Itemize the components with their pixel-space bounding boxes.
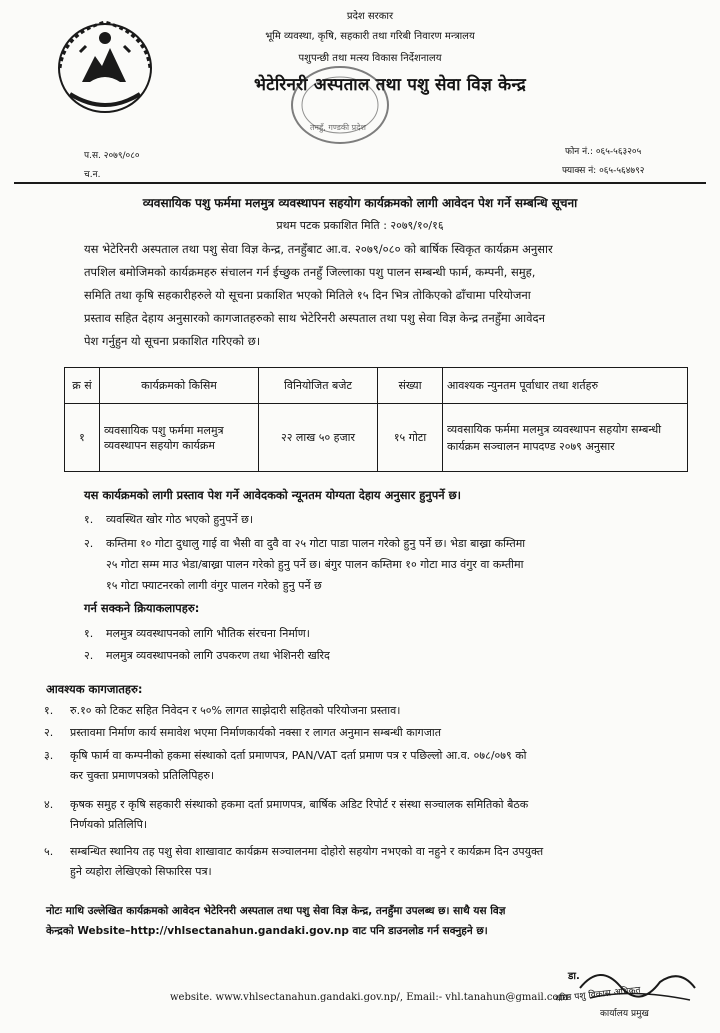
documents-heading: आवश्यक कागजातहरु: bbox=[46, 682, 143, 696]
list-number: ३. bbox=[44, 749, 54, 762]
ps-number: प.स. २०७९/०८० bbox=[84, 151, 140, 161]
list-text: कृषि फार्म वा कम्पनीको हकमा संस्थाको दर्ता प्रमाणपत्र, PAN/VAT दर्ता प्रमाण पत्र र पछिल्लो आ.व. ०७८/०७९ को bbox=[70, 749, 527, 762]
list-text: निर्णयको प्रतिलिपि। bbox=[70, 818, 148, 831]
signatory-title: वरिष्ठ पशु विकास अधिकृत bbox=[554, 985, 642, 1005]
table-header: विनियोजित बजेट bbox=[259, 368, 378, 404]
para-line-2: तपशिल बमोजिमको कार्यक्रमहरु संचालन गर्न ईच्छुक तनहुँ जिल्लाका पशु पालन सम्बन्धी फार्म, कम्पनी, समुह, bbox=[84, 265, 536, 279]
document-item-3 bbox=[44, 746, 694, 786]
list-number: २. bbox=[84, 537, 94, 550]
note-line-1: नोटः माथि उल्लेखित कार्यक्रमको आवेदन भेटेरिनरी अस्पताल तथा पशु सेवा विज्ञ केन्द्र, तनहुँमा उपलब्ध छ। साथै यस विज्ञ bbox=[46, 905, 506, 917]
footer-contact: website. www.vhlsectanahun.gandaki.gov.np/, Email:- vhl.tanahun@gmail.com bbox=[170, 992, 568, 1003]
fax-number: फ्याक्स नं: ०६५-५६४७९२ bbox=[562, 166, 645, 176]
table-header: क्र सं bbox=[65, 368, 100, 404]
table-row bbox=[65, 404, 688, 472]
list-text: प्रस्तावमा निर्माण कार्य समावेश भएमा निर्माणकार्यको नक्सा र लागत अनुमान सम्बन्धी कागजात bbox=[70, 726, 442, 739]
table-cell-count: १५ गोटा bbox=[378, 404, 443, 472]
document-item-4 bbox=[44, 795, 694, 835]
activities-heading: गर्न सक्कने क्रियाकलापहरु: bbox=[84, 601, 200, 615]
list-text: कम्तिमा १० गोटा दुधालु गाई वा भैसी वा दुवै वा २५ गोटा पाडा पालन गरेको हुनु पर्ने छ। भेडा बाख्रा कम्तिमा bbox=[106, 537, 526, 550]
chalani-number: च.न. bbox=[84, 170, 101, 180]
document-item-2 bbox=[44, 724, 684, 742]
document-item-5 bbox=[44, 842, 694, 882]
list-number: ५. bbox=[44, 845, 54, 858]
eligibility-item-1 bbox=[84, 511, 694, 529]
nepal-emblem-icon bbox=[50, 12, 160, 120]
note-line-2: केन्द्रको Website–http://vhlsectanahun.gandaki.gov.np वाट पनि डाउनलोड गर्न सक्नुहने छ। bbox=[46, 925, 488, 937]
signatory-name: डा. bbox=[568, 971, 580, 982]
table-cell-program: व्यवसायिक पशु फर्ममा मलमुत्र व्यवस्थापन सहयोग कार्यक्रम bbox=[100, 404, 259, 472]
notice-title: व्यवसायिक पशु फर्ममा मलमुत्र व्यवस्थापन सहयोग कार्यक्रमको लागी आवेदन पेश गर्ने सम्बन्धि सूचना bbox=[142, 196, 578, 210]
document-item-1 bbox=[44, 702, 684, 720]
header-line-1: प्रदेश सरकार bbox=[346, 11, 394, 22]
list-number: २. bbox=[44, 726, 54, 739]
table-header: संख्या bbox=[378, 368, 443, 404]
table-header: आवश्यक न्युनतम पूर्वाधार तथा शर्तहरु bbox=[443, 368, 688, 404]
phone-number: फोन नं.: ०६५-५६३२०५ bbox=[565, 147, 642, 157]
list-text: कर चुक्ता प्रमाणपत्रको प्रतिलिपिहरु। bbox=[70, 769, 215, 782]
list-text: कृषक समुह र कृषि सहकारी संस्थाको हकमा दर्ता प्रमाणपत्र, बार्षिक अडिट रिपोर्ट र संस्था सञ्चालक समितिको बैठक bbox=[70, 798, 529, 811]
list-text: हुने व्यहोरा लेखिएको सिफारिस पत्र। bbox=[70, 865, 212, 878]
list-text: व्यवस्थित खोर गोठ भएको हुनुपर्ने छ। bbox=[106, 513, 254, 526]
list-text: २५ गोटा सम्म माउ भेडा/बाख्रा पालन गरेको हुनु पर्ने छ। बंगुर पालन कम्तिमा १० गोटा माउ वंगुर वा कम्तीमा bbox=[106, 558, 524, 571]
stamp-address: तनहुँ, गण्डकी प्रदेश bbox=[310, 123, 366, 132]
office-stamp-icon bbox=[285, 60, 395, 150]
table-cell-sn: १ bbox=[65, 404, 100, 472]
activity-item-2 bbox=[84, 647, 330, 665]
para-line-4: प्रस्ताव सहित देहाय अनुसारको कागजातहरुको साथ भेटेरिनरी अस्पताल तथा पशु सेवा विज्ञ केन्द्र तनहुँमा आवेदन bbox=[84, 311, 545, 325]
notice-paragraph bbox=[84, 238, 690, 353]
para-line-3: समिति तथा कृषि सहकारीहरुले यो सूचना प्रकाशित भएको मितिले १५ दिन भित्र तोकिएको ढाँचामा परियोजना bbox=[84, 288, 531, 302]
list-text: रु.१० को टिकट सहित निवेदन र ५०% लागत साझेदारी सहितको परियोजना प्रस्ताव। bbox=[70, 704, 401, 717]
table-header-row bbox=[65, 368, 688, 404]
list-text: सम्बन्धित स्थानिय तह पशु सेवा शाखावाट कार्यक्रम सञ्चालनमा दोहोरो सहयोग नभएको वा नहुने र कार्यक्रम दिन उपयुक्त bbox=[70, 845, 544, 858]
header-line-2: भूमि व्यवस्था, कृषि, सहकारी तथा गरिबी निवारण मन्त्रालय bbox=[265, 31, 475, 42]
program-table bbox=[64, 367, 688, 472]
eligibility-heading: यस कार्यक्रमको लागी प्रस्ताव पेश गर्ने आवेदकको न्यूनतम योग्यता देहाय अनुसार हुनुपर्ने छ। bbox=[84, 488, 462, 502]
header-divider bbox=[14, 182, 706, 184]
office-name: भेटेरिनरी अस्पताल तथा पशु सेवा विज्ञ केन्द्र bbox=[253, 75, 527, 95]
list-number: ४. bbox=[44, 798, 54, 811]
para-line-5: पेश गर्नुहुन यो सूचना प्रकाशित गरिएको छ। bbox=[84, 334, 261, 348]
activity-item-1 bbox=[84, 625, 310, 643]
para-line-1: यस भेटेरिनरी अस्पताल तथा पशु सेवा विज्ञ केन्द्र, तनहुँबाट आ.व. २०७९/०८० को बार्षिक स्विकृत कार्यक्रम अनुसार bbox=[84, 242, 553, 256]
table-cell-budget: २२ लाख ५० हजार bbox=[259, 404, 378, 472]
list-number: १. bbox=[84, 627, 94, 640]
signatory-role: कार्यालय प्रमुख bbox=[600, 1009, 649, 1019]
list-number: १. bbox=[84, 513, 94, 526]
header-line-3: पशुपन्छी तथा मत्स्य विकास निर्देशनालय bbox=[298, 53, 442, 64]
table-header: कार्यक्रमको किसिम bbox=[100, 368, 259, 404]
list-number: १. bbox=[44, 704, 54, 717]
list-text: मलमुत्र व्यवस्थापनको लागि भौतिक संरचना निर्माण। bbox=[106, 627, 310, 640]
list-number: २. bbox=[84, 649, 94, 662]
table-cell-conditions: व्यवसायिक फर्ममा मलमुत्र व्यवस्थापन सहयोग सम्बन्धी कार्यक्रम सञ्चालन मापदण्ड २०७९ अनुसार bbox=[443, 404, 688, 472]
list-text: मलमुत्र व्यवस्थापनको लागि उपकरण तथा भेशिनरी खरिद bbox=[106, 649, 330, 662]
eligibility-item-2 bbox=[84, 533, 704, 596]
list-text: १५ गोटा फ्याटनरको लागी वंगुर पालन गरेको हुनु पर्ने छ bbox=[106, 579, 322, 592]
published-date: प्रथम पटक प्रकाशित मिति : २०७९/१०/१६ bbox=[276, 219, 444, 232]
